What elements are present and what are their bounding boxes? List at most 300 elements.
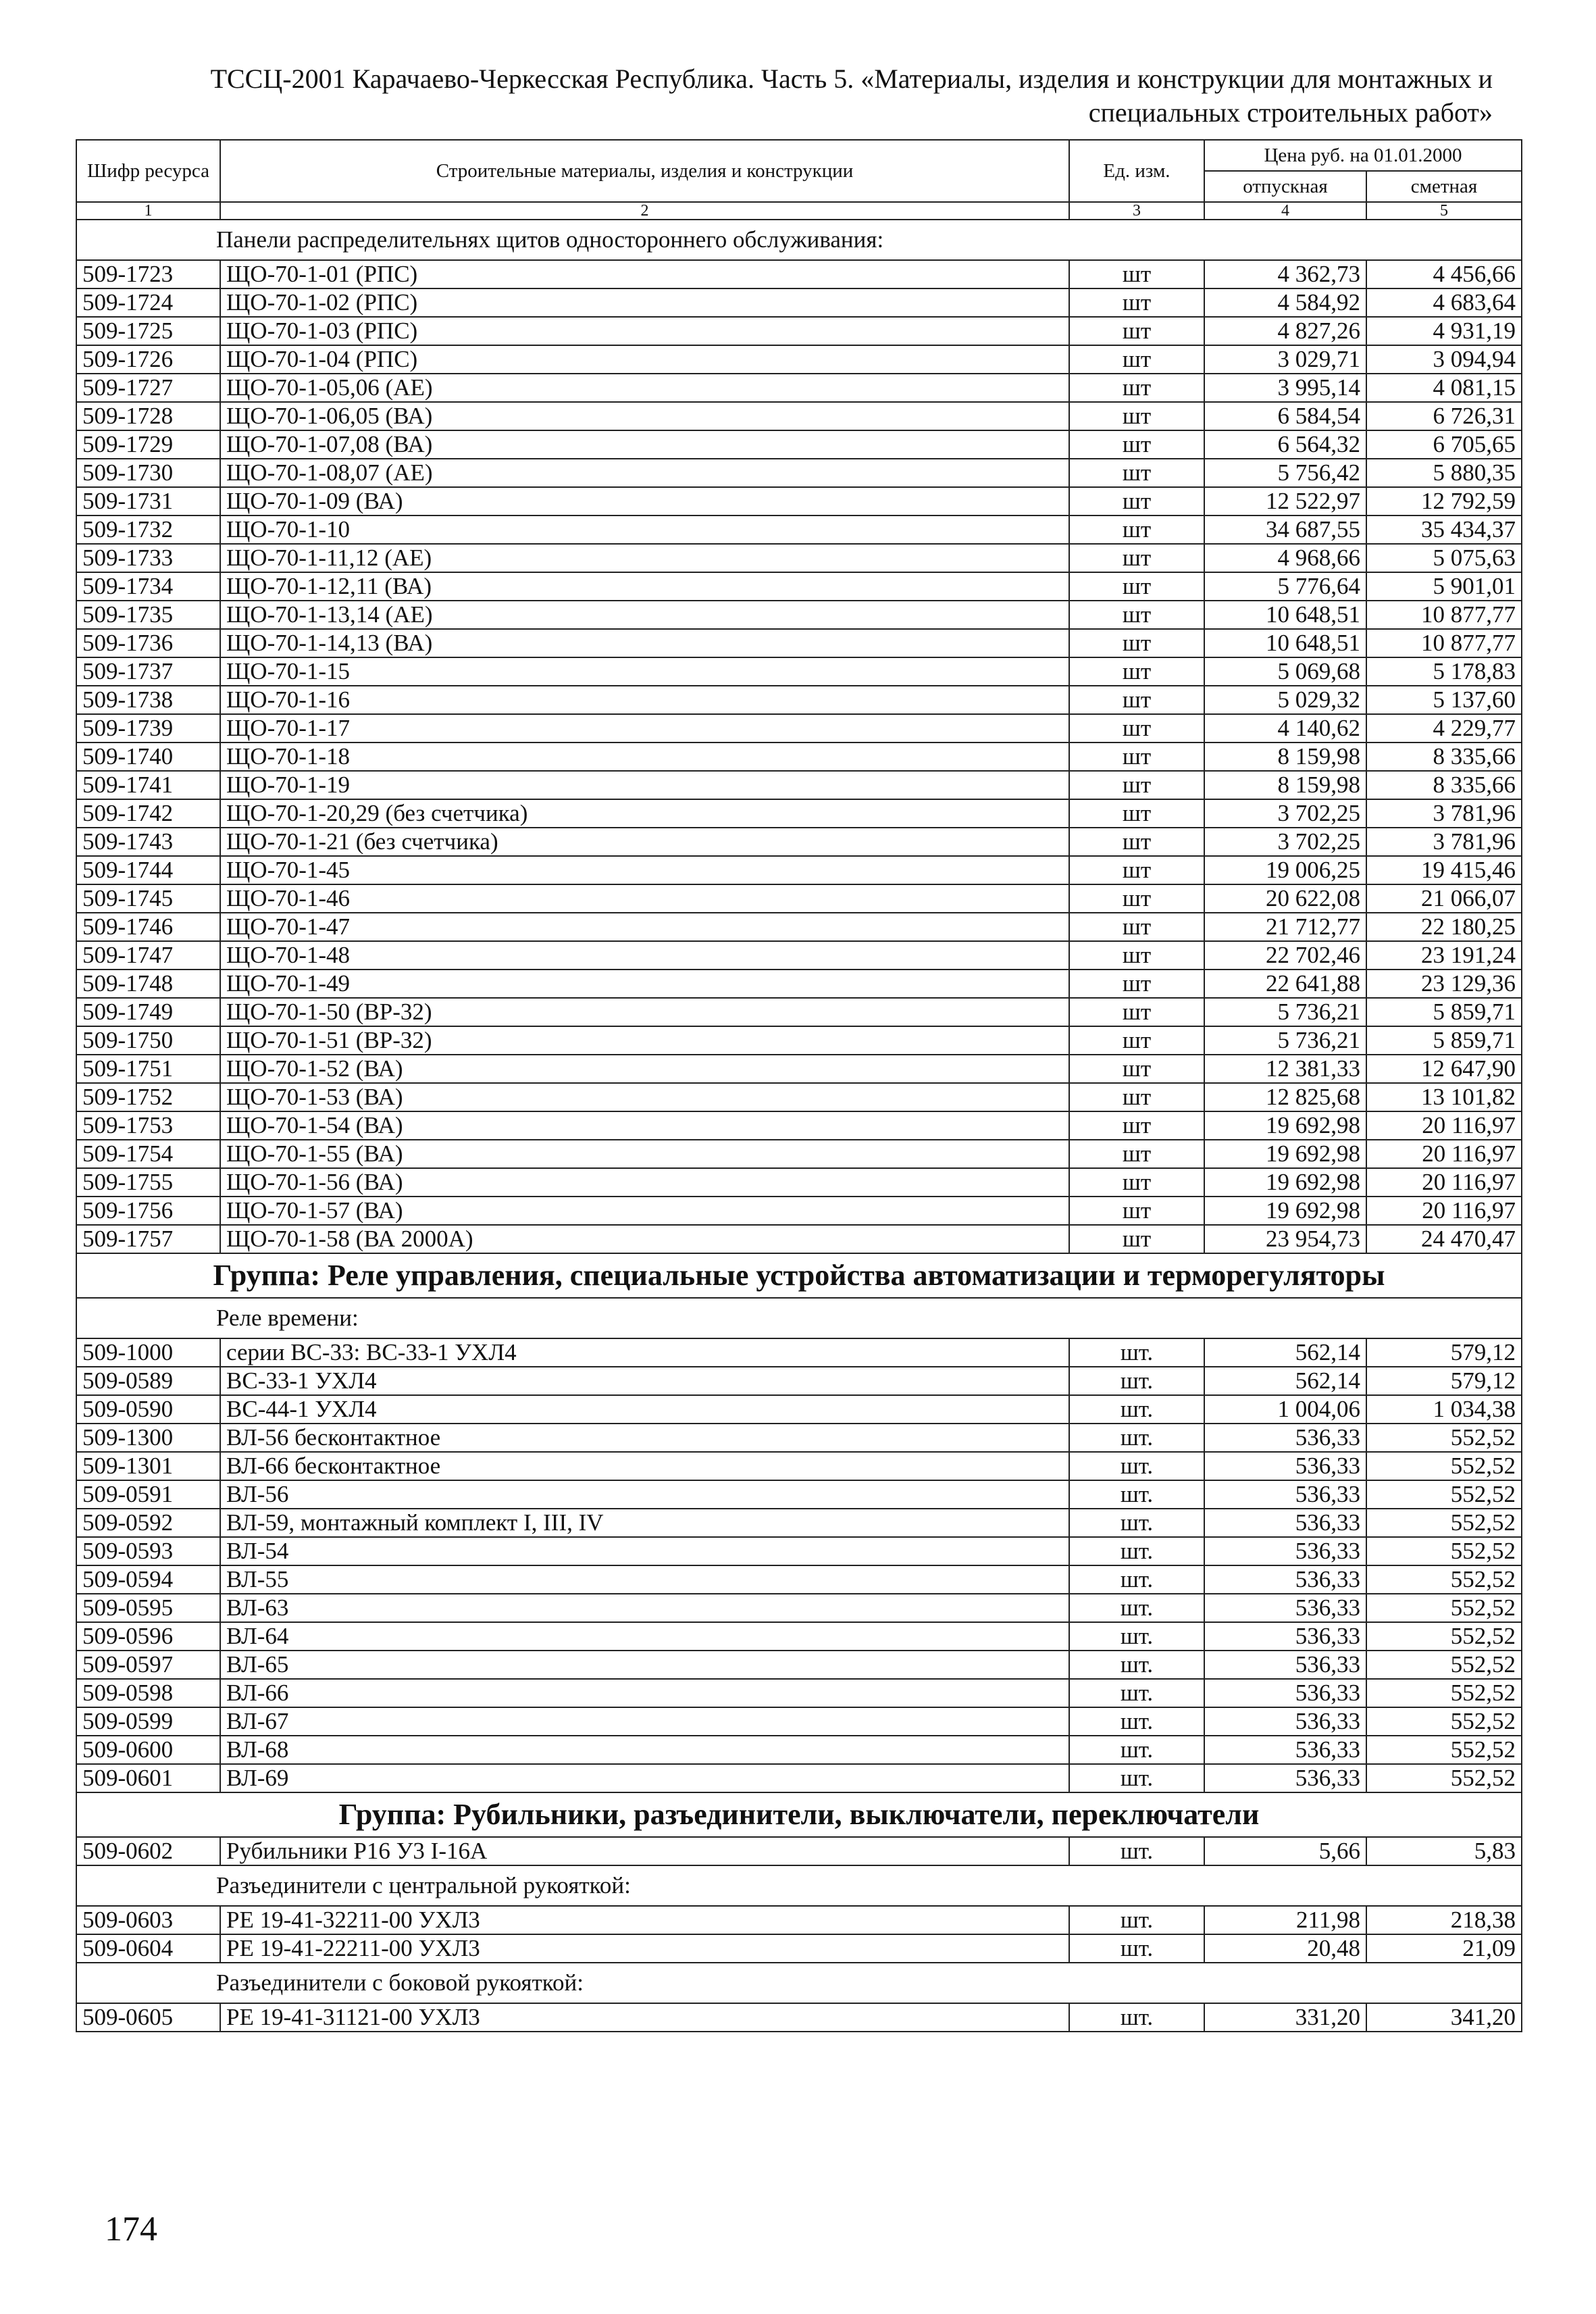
release-price: 5 776,64 <box>1204 572 1366 601</box>
table-row <box>76 1837 1522 1865</box>
table-row <box>76 1707 1522 1736</box>
estimate-price: 12 792,59 <box>1366 487 1522 515</box>
table-row <box>76 1537 1522 1565</box>
section-row <box>76 220 1522 260</box>
unit-of-measure: шт. <box>1069 1537 1204 1565</box>
table-row <box>76 459 1522 487</box>
estimate-price: 552,52 <box>1366 1764 1522 1792</box>
estimate-price: 552,52 <box>1366 1622 1522 1651</box>
resource-code: 509-1727 <box>76 374 220 402</box>
resource-code: 509-1756 <box>76 1197 220 1225</box>
table-row <box>76 544 1522 572</box>
unit-of-measure: шт. <box>1069 1594 1204 1622</box>
release-price: 331,20 <box>1204 2003 1366 2032</box>
estimate-price: 5 859,71 <box>1366 1026 1522 1055</box>
table-row <box>76 1906 1522 1934</box>
table-row <box>76 1480 1522 1509</box>
unit-of-measure: шт <box>1069 884 1204 913</box>
estimate-price: 552,52 <box>1366 1480 1522 1509</box>
release-price: 3 029,71 <box>1204 345 1366 374</box>
material-name: ЩО-70-1-46 <box>220 884 1069 913</box>
estimate-price: 5 901,01 <box>1366 572 1522 601</box>
unit-of-measure: шт <box>1069 1168 1204 1197</box>
table-row <box>76 1509 1522 1537</box>
release-price: 10 648,51 <box>1204 629 1366 657</box>
table-row <box>76 572 1522 601</box>
estimate-price: 579,12 <box>1366 1338 1522 1367</box>
release-price: 20,48 <box>1204 1934 1366 1963</box>
unit-of-measure: шт <box>1069 260 1204 288</box>
table-row <box>76 1055 1522 1083</box>
estimate-price: 35 434,37 <box>1366 515 1522 544</box>
unit-of-measure: шт <box>1069 657 1204 686</box>
estimate-price: 13 101,82 <box>1366 1083 1522 1111</box>
table-row <box>76 1140 1522 1168</box>
unit-of-measure: шт. <box>1069 1338 1204 1367</box>
release-price: 4 968,66 <box>1204 544 1366 572</box>
unit-of-measure: шт <box>1069 345 1204 374</box>
unit-of-measure: шт <box>1069 544 1204 572</box>
unit-of-measure: шт. <box>1069 1452 1204 1480</box>
release-price: 536,33 <box>1204 1565 1366 1594</box>
resource-code: 509-1749 <box>76 998 220 1026</box>
material-name: ЩО-70-1-19 <box>220 771 1069 799</box>
unit-of-measure: шт <box>1069 1055 1204 1083</box>
release-price: 6 584,54 <box>1204 402 1366 430</box>
document-title <box>74 62 1493 130</box>
resource-code: 509-0600 <box>76 1736 220 1764</box>
resource-code: 509-1726 <box>76 345 220 374</box>
unit-of-measure: шт <box>1069 402 1204 430</box>
estimate-price: 341,20 <box>1366 2003 1522 2032</box>
release-price: 19 692,98 <box>1204 1111 1366 1140</box>
unit-of-measure: шт. <box>1069 1679 1204 1707</box>
resource-code: 509-1733 <box>76 544 220 572</box>
table-row <box>76 1367 1522 1395</box>
table-row <box>76 1026 1522 1055</box>
estimate-price: 23 129,36 <box>1366 970 1522 998</box>
estimate-price: 4 229,77 <box>1366 714 1522 743</box>
table-row <box>76 1197 1522 1225</box>
table-row <box>76 515 1522 544</box>
page-number: 174 <box>105 2210 157 2248</box>
material-name: ЩО-70-1-07,08 (ВА) <box>220 430 1069 459</box>
material-name: ВЛ-69 <box>220 1764 1069 1792</box>
material-name: ЩО-70-1-47 <box>220 913 1069 941</box>
table-row <box>76 771 1522 799</box>
release-price: 536,33 <box>1204 1679 1366 1707</box>
unit-of-measure: шт <box>1069 288 1204 317</box>
resource-code: 509-0604 <box>76 1934 220 1963</box>
unit-of-measure: шт <box>1069 771 1204 799</box>
material-name: ЩО-70-1-12,11 (ВА) <box>220 572 1069 601</box>
unit-of-measure: шт <box>1069 430 1204 459</box>
estimate-price: 552,52 <box>1366 1452 1522 1480</box>
release-price: 8 159,98 <box>1204 771 1366 799</box>
release-price: 562,14 <box>1204 1338 1366 1367</box>
material-name: ЩО-70-1-14,13 (ВА) <box>220 629 1069 657</box>
resource-code: 509-1739 <box>76 714 220 743</box>
resource-code: 509-1753 <box>76 1111 220 1140</box>
group-row <box>76 1792 1522 1837</box>
material-name: ЩО-70-1-49 <box>220 970 1069 998</box>
unit-of-measure: шт <box>1069 998 1204 1026</box>
estimate-price: 552,52 <box>1366 1707 1522 1736</box>
release-price: 536,33 <box>1204 1736 1366 1764</box>
estimate-price: 20 116,97 <box>1366 1111 1522 1140</box>
resource-code: 509-1735 <box>76 601 220 629</box>
estimate-price: 552,52 <box>1366 1651 1522 1679</box>
release-price: 34 687,55 <box>1204 515 1366 544</box>
unit-of-measure: шт <box>1069 686 1204 714</box>
estimate-price: 3 781,96 <box>1366 828 1522 856</box>
section-title: Разъединители с центральной рукояткой: <box>76 1865 1522 1906</box>
column-number: 1 <box>76 202 220 220</box>
estimate-price: 10 877,77 <box>1366 629 1522 657</box>
release-price: 19 692,98 <box>1204 1197 1366 1225</box>
estimate-price: 8 335,66 <box>1366 771 1522 799</box>
release-price: 3 702,25 <box>1204 799 1366 828</box>
table-row <box>76 430 1522 459</box>
section-title: Реле времени: <box>76 1298 1522 1338</box>
estimate-price: 5 859,71 <box>1366 998 1522 1026</box>
unit-of-measure: шт <box>1069 374 1204 402</box>
material-name: ЩО-70-1-56 (ВА) <box>220 1168 1069 1197</box>
estimate-price: 4 456,66 <box>1366 260 1522 288</box>
resource-code: 509-1754 <box>76 1140 220 1168</box>
resource-code: 509-0603 <box>76 1906 220 1934</box>
material-name: ВЛ-65 <box>220 1651 1069 1679</box>
estimate-price: 552,52 <box>1366 1565 1522 1594</box>
unit-of-measure: шт <box>1069 459 1204 487</box>
table-row <box>76 402 1522 430</box>
unit-of-measure: шт <box>1069 714 1204 743</box>
unit-of-measure: шт. <box>1069 1651 1204 1679</box>
section-title: Панели распределительнях щитов одностороннего обслуживания: <box>76 220 1522 260</box>
release-price: 536,33 <box>1204 1594 1366 1622</box>
material-name: РЕ 19-41-31121-00 УХЛ3 <box>220 2003 1069 2032</box>
resource-code: 509-0591 <box>76 1480 220 1509</box>
release-price: 211,98 <box>1204 1906 1366 1934</box>
resource-code: 509-1738 <box>76 686 220 714</box>
resource-code: 509-0592 <box>76 1509 220 1537</box>
release-price: 5 069,68 <box>1204 657 1366 686</box>
header-estimate-price: сметная <box>1366 171 1522 202</box>
unit-of-measure: шт <box>1069 856 1204 884</box>
unit-of-measure: шт <box>1069 1026 1204 1055</box>
table-row <box>76 1679 1522 1707</box>
material-name: ЩО-70-1-16 <box>220 686 1069 714</box>
estimate-price: 552,52 <box>1366 1679 1522 1707</box>
table-row <box>76 1594 1522 1622</box>
table-row <box>76 828 1522 856</box>
estimate-price: 20 116,97 <box>1366 1168 1522 1197</box>
table-row <box>76 970 1522 998</box>
estimate-price: 552,52 <box>1366 1736 1522 1764</box>
material-name: ЩО-70-1-02 (РПС) <box>220 288 1069 317</box>
unit-of-measure: шт <box>1069 317 1204 345</box>
resource-code: 509-1746 <box>76 913 220 941</box>
table-row <box>76 856 1522 884</box>
material-name: ЩО-70-1-04 (РПС) <box>220 345 1069 374</box>
table-row <box>76 1111 1522 1140</box>
material-name: ЩО-70-1-51 (ВР-32) <box>220 1026 1069 1055</box>
material-name: ЩО-70-1-48 <box>220 941 1069 970</box>
resource-code: 509-1723 <box>76 260 220 288</box>
material-name: ЩО-70-1-52 (ВА) <box>220 1055 1069 1083</box>
release-price: 1 004,06 <box>1204 1395 1366 1424</box>
material-name: ВЛ-64 <box>220 1622 1069 1651</box>
table-row <box>76 288 1522 317</box>
section-row <box>76 1298 1522 1338</box>
material-name: ВЛ-56 бесконтактное <box>220 1424 1069 1452</box>
material-name: ЩО-70-1-54 (ВА) <box>220 1111 1069 1140</box>
estimate-price: 24 470,47 <box>1366 1225 1522 1253</box>
resource-code: 509-1747 <box>76 941 220 970</box>
price-table <box>76 139 1522 2032</box>
estimate-price: 4 081,15 <box>1366 374 1522 402</box>
unit-of-measure: шт. <box>1069 1837 1204 1865</box>
resource-code: 509-1744 <box>76 856 220 884</box>
material-name: ЩО-70-1-03 (РПС) <box>220 317 1069 345</box>
unit-of-measure: шт. <box>1069 1480 1204 1509</box>
resource-code: 509-1755 <box>76 1168 220 1197</box>
table-row <box>76 686 1522 714</box>
resource-code: 509-1748 <box>76 970 220 998</box>
section-title: Разъединители с боковой рукояткой: <box>76 1963 1522 2003</box>
column-number-row <box>76 202 1522 220</box>
table-row <box>76 941 1522 970</box>
material-name: ЩО-70-1-13,14 (АЕ) <box>220 601 1069 629</box>
release-price: 4 140,62 <box>1204 714 1366 743</box>
header-code: Шифр ресурса <box>76 140 220 202</box>
material-name: ВЛ-59, монтажный комплект I, III, IV <box>220 1509 1069 1537</box>
release-price: 21 712,77 <box>1204 913 1366 941</box>
unit-of-measure: шт <box>1069 515 1204 544</box>
table-row <box>76 1651 1522 1679</box>
release-price: 4 362,73 <box>1204 260 1366 288</box>
material-name: ВЛ-54 <box>220 1537 1069 1565</box>
material-name: ЩО-70-1-21 (без счетчика) <box>220 828 1069 856</box>
table-row <box>76 998 1522 1026</box>
resource-code: 509-0599 <box>76 1707 220 1736</box>
resource-code: 509-1724 <box>76 288 220 317</box>
release-price: 5 756,42 <box>1204 459 1366 487</box>
resource-code: 509-1737 <box>76 657 220 686</box>
price-table-body <box>76 140 1522 2032</box>
table-row <box>76 1424 1522 1452</box>
estimate-price: 3 094,94 <box>1366 345 1522 374</box>
table-row <box>76 913 1522 941</box>
release-price: 12 381,33 <box>1204 1055 1366 1083</box>
resource-code: 509-1734 <box>76 572 220 601</box>
resource-code: 509-1745 <box>76 884 220 913</box>
estimate-price: 6 726,31 <box>1366 402 1522 430</box>
estimate-price: 23 191,24 <box>1366 941 1522 970</box>
release-price: 22 641,88 <box>1204 970 1366 998</box>
estimate-price: 5 137,60 <box>1366 686 1522 714</box>
estimate-price: 20 116,97 <box>1366 1140 1522 1168</box>
release-price: 536,33 <box>1204 1537 1366 1565</box>
table-row <box>76 1565 1522 1594</box>
estimate-price: 6 705,65 <box>1366 430 1522 459</box>
unit-of-measure: шт <box>1069 1083 1204 1111</box>
table-row <box>76 374 1522 402</box>
release-price: 5 736,21 <box>1204 998 1366 1026</box>
material-name: РЕ 19-41-32211-00 УХЛ3 <box>220 1906 1069 1934</box>
release-price: 12 522,97 <box>1204 487 1366 515</box>
resource-code: 509-1725 <box>76 317 220 345</box>
resource-code: 509-0590 <box>76 1395 220 1424</box>
release-price: 536,33 <box>1204 1622 1366 1651</box>
resource-code: 509-1300 <box>76 1424 220 1452</box>
estimate-price: 552,52 <box>1366 1424 1522 1452</box>
resource-code: 509-1000 <box>76 1338 220 1367</box>
column-number: 5 <box>1366 202 1522 220</box>
unit-of-measure: шт. <box>1069 1395 1204 1424</box>
unit-of-measure: шт <box>1069 941 1204 970</box>
unit-of-measure: шт <box>1069 1111 1204 1140</box>
release-price: 4 827,26 <box>1204 317 1366 345</box>
release-price: 536,33 <box>1204 1764 1366 1792</box>
resource-code: 509-0598 <box>76 1679 220 1707</box>
estimate-price: 4 931,19 <box>1366 317 1522 345</box>
table-row <box>76 1083 1522 1111</box>
table-row <box>76 487 1522 515</box>
resource-code: 509-0594 <box>76 1565 220 1594</box>
unit-of-measure: шт <box>1069 572 1204 601</box>
unit-of-measure: шт. <box>1069 1367 1204 1395</box>
material-name: ВЛ-67 <box>220 1707 1069 1736</box>
resource-code: 509-1741 <box>76 771 220 799</box>
estimate-price: 3 781,96 <box>1366 799 1522 828</box>
header-price: Цена руб. на 01.01.2000 <box>1204 140 1522 171</box>
resource-code: 509-1742 <box>76 799 220 828</box>
unit-of-measure: шт <box>1069 799 1204 828</box>
estimate-price: 5 178,83 <box>1366 657 1522 686</box>
estimate-price: 552,52 <box>1366 1537 1522 1565</box>
header-row <box>76 140 1522 171</box>
table-row <box>76 1452 1522 1480</box>
release-price: 4 584,92 <box>1204 288 1366 317</box>
material-name: ЩО-70-1-01 (РПС) <box>220 260 1069 288</box>
resource-code: 509-1728 <box>76 402 220 430</box>
resource-code: 509-0596 <box>76 1622 220 1651</box>
material-name: ЩО-70-1-06,05 (ВА) <box>220 402 1069 430</box>
material-name: ЩО-70-1-55 (ВА) <box>220 1140 1069 1168</box>
table-row <box>76 345 1522 374</box>
estimate-price: 22 180,25 <box>1366 913 1522 941</box>
material-name: ЩО-70-1-11,12 (АЕ) <box>220 544 1069 572</box>
unit-of-measure: шт. <box>1069 1906 1204 1934</box>
resource-code: 509-1301 <box>76 1452 220 1480</box>
resource-code: 509-0605 <box>76 2003 220 2032</box>
material-name: ВЛ-68 <box>220 1736 1069 1764</box>
release-price: 10 648,51 <box>1204 601 1366 629</box>
release-price: 6 564,32 <box>1204 430 1366 459</box>
resource-code: 509-1731 <box>76 487 220 515</box>
resource-code: 509-1736 <box>76 629 220 657</box>
release-price: 22 702,46 <box>1204 941 1366 970</box>
release-price: 3 995,14 <box>1204 374 1366 402</box>
release-price: 3 702,25 <box>1204 828 1366 856</box>
unit-of-measure: шт. <box>1069 1764 1204 1792</box>
table-row <box>76 1395 1522 1424</box>
estimate-price: 552,52 <box>1366 1594 1522 1622</box>
unit-of-measure: шт. <box>1069 2003 1204 2032</box>
material-name: ЩО-70-1-08,07 (АЕ) <box>220 459 1069 487</box>
resource-code: 509-0597 <box>76 1651 220 1679</box>
estimate-price: 10 877,77 <box>1366 601 1522 629</box>
material-name: ВЛ-56 <box>220 1480 1069 1509</box>
table-row <box>76 1934 1522 1963</box>
release-price: 5 736,21 <box>1204 1026 1366 1055</box>
resource-code: 509-1740 <box>76 743 220 771</box>
estimate-price: 218,38 <box>1366 1906 1522 1934</box>
material-name: ЩО-70-1-57 (ВА) <box>220 1197 1069 1225</box>
document-title-line-1: ТССЦ-2001 Карачаево-Черкесская Республика. Часть 5. «Материалы, изделия и конструкции для монтажных и <box>210 64 1493 94</box>
unit-of-measure: шт <box>1069 913 1204 941</box>
resource-code: 509-0595 <box>76 1594 220 1622</box>
table-row <box>76 657 1522 686</box>
table-row <box>76 2003 1522 2032</box>
section-row <box>76 1963 1522 2003</box>
material-name: ВЛ-66 бесконтактное <box>220 1452 1069 1480</box>
unit-of-measure: шт <box>1069 487 1204 515</box>
estimate-price: 5 880,35 <box>1366 459 1522 487</box>
table-row <box>76 1736 1522 1764</box>
release-price: 19 006,25 <box>1204 856 1366 884</box>
material-name: ВЛ-66 <box>220 1679 1069 1707</box>
material-name: ЩО-70-1-15 <box>220 657 1069 686</box>
release-price: 8 159,98 <box>1204 743 1366 771</box>
table-row <box>76 1168 1522 1197</box>
release-price: 536,33 <box>1204 1651 1366 1679</box>
material-name: ЩО-70-1-18 <box>220 743 1069 771</box>
release-price: 20 622,08 <box>1204 884 1366 913</box>
unit-of-measure: шт. <box>1069 1934 1204 1963</box>
table-row <box>76 1764 1522 1792</box>
resource-code: 509-1743 <box>76 828 220 856</box>
estimate-price: 5,83 <box>1366 1837 1522 1865</box>
table-row <box>76 1622 1522 1651</box>
material-name: ЩО-70-1-09 (ВА) <box>220 487 1069 515</box>
resource-code: 509-1757 <box>76 1225 220 1253</box>
release-price: 23 954,73 <box>1204 1225 1366 1253</box>
resource-code: 509-1752 <box>76 1083 220 1111</box>
resource-code: 509-1750 <box>76 1026 220 1055</box>
release-price: 536,33 <box>1204 1509 1366 1537</box>
resource-code: 509-0593 <box>76 1537 220 1565</box>
resource-code: 509-0602 <box>76 1837 220 1865</box>
unit-of-measure: шт. <box>1069 1424 1204 1452</box>
release-price: 536,33 <box>1204 1452 1366 1480</box>
resource-code: 509-1730 <box>76 459 220 487</box>
table-row <box>76 260 1522 288</box>
table-row <box>76 601 1522 629</box>
table-row <box>76 884 1522 913</box>
release-price: 19 692,98 <box>1204 1168 1366 1197</box>
material-name: ЩО-70-1-53 (ВА) <box>220 1083 1069 1111</box>
table-row <box>76 743 1522 771</box>
unit-of-measure: шт <box>1069 629 1204 657</box>
table-row <box>76 1225 1522 1253</box>
document-title-line-2: специальных строительных работ» <box>1088 97 1493 128</box>
material-name: Рубильники Р16 У3 I-16А <box>220 1837 1069 1865</box>
release-price: 562,14 <box>1204 1367 1366 1395</box>
resource-code: 509-0601 <box>76 1764 220 1792</box>
resource-code: 509-1751 <box>76 1055 220 1083</box>
